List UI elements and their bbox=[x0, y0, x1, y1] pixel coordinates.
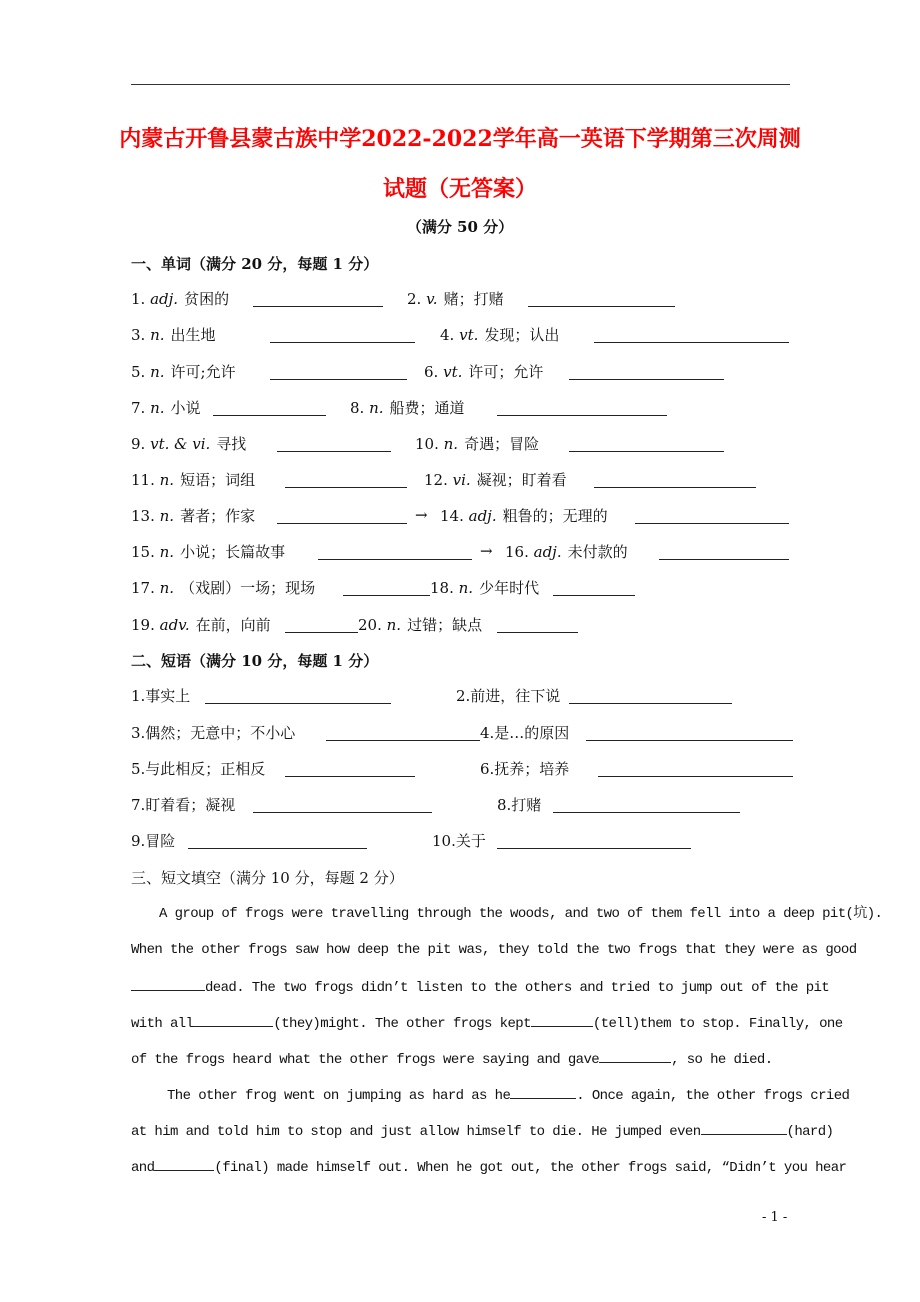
part-of-speech: vt. & vi. bbox=[150, 435, 211, 453]
passage-text: When the other frogs saw how deep the pit was, they told the two frogs that they were as good bbox=[131, 942, 857, 958]
answer-blank[interactable] bbox=[318, 559, 472, 560]
item-number: 3. bbox=[131, 326, 151, 344]
vocab-item bbox=[131, 615, 271, 635]
item-number: 8. bbox=[350, 399, 370, 417]
vocab-item bbox=[131, 362, 236, 382]
passage-line bbox=[131, 1156, 847, 1192]
passage-text: . Once again, the other frogs cried bbox=[576, 1088, 850, 1104]
answer-blank[interactable] bbox=[213, 415, 326, 416]
answer-blank[interactable] bbox=[528, 306, 675, 307]
answer-blank[interactable] bbox=[586, 740, 793, 741]
section3-heading: 三、短文填空（满分 10 分，每题 2 分） bbox=[131, 869, 404, 887]
item-number: 15. bbox=[131, 543, 160, 561]
page-number: - 1 - bbox=[762, 1210, 788, 1225]
passage bbox=[131, 904, 883, 1192]
answer-blank[interactable] bbox=[701, 1120, 787, 1135]
vocab-item bbox=[424, 362, 543, 382]
chinese-meaning: （戏剧）一场；现场 bbox=[180, 579, 316, 597]
chinese-meaning: 短语；词组 bbox=[180, 471, 256, 489]
item-number: 10. bbox=[415, 435, 444, 453]
passage-text: (they)might. The other frogs kept bbox=[273, 1016, 531, 1032]
vocab-item bbox=[131, 289, 229, 309]
vocab-item bbox=[440, 506, 608, 526]
phrase-item: 9.冒险 bbox=[131, 832, 176, 850]
passage-text: of the frogs heard what the other frogs were saying and gave bbox=[131, 1052, 600, 1068]
passage-text: with all bbox=[131, 1016, 194, 1032]
vocab-item bbox=[131, 470, 255, 490]
passage-line bbox=[131, 1012, 843, 1048]
answer-blank[interactable] bbox=[553, 812, 740, 813]
vocab-item bbox=[350, 398, 465, 418]
phrase-item: 1.事实上 bbox=[131, 687, 191, 705]
arrow-icon: → bbox=[480, 542, 493, 560]
passage-text: (final) made himself out. When he got out, the other frogs said, “Didn’t you hear bbox=[214, 1160, 847, 1176]
answer-blank[interactable] bbox=[659, 559, 789, 560]
vocab-item bbox=[430, 578, 539, 598]
passage-text: (tell)them to stop. Finally, one bbox=[592, 1016, 843, 1032]
answer-blank[interactable] bbox=[569, 703, 732, 704]
answer-blank[interactable] bbox=[594, 342, 789, 343]
part-of-speech: vt. bbox=[443, 363, 463, 381]
passage-line bbox=[131, 940, 857, 976]
passage-text: dead. The two frogs didn’t listen to the others and tried to jump out of the pit bbox=[205, 980, 830, 996]
part-of-speech: n. bbox=[150, 363, 165, 381]
part-of-speech: n. bbox=[159, 507, 175, 525]
chinese-meaning: 过错；缺点 bbox=[407, 616, 483, 634]
passage-text: The other frog went on jumping as hard as he bbox=[167, 1088, 511, 1104]
item-number: 4. bbox=[440, 326, 460, 344]
phrase-item: 7.盯着看；凝视 bbox=[131, 796, 236, 814]
part-of-speech: adj. bbox=[468, 507, 497, 525]
chinese-meaning: 发现；认出 bbox=[484, 326, 560, 344]
part-of-speech: n. bbox=[386, 616, 402, 634]
answer-blank[interactable] bbox=[154, 1156, 214, 1171]
vocab-item bbox=[131, 542, 285, 562]
phrase-item: 2.前进，往下说 bbox=[456, 687, 561, 705]
item-number: 20. bbox=[358, 616, 387, 634]
part-of-speech: adv. bbox=[159, 616, 190, 634]
answer-blank[interactable] bbox=[285, 632, 358, 633]
chinese-meaning: 奇遇；冒险 bbox=[464, 435, 540, 453]
part-of-speech: adj. bbox=[533, 543, 562, 561]
item-number: 7. bbox=[131, 399, 151, 417]
part-of-speech: n. bbox=[159, 579, 175, 597]
answer-blank[interactable] bbox=[553, 595, 635, 596]
item-number: 5. bbox=[131, 363, 151, 381]
answer-blank[interactable] bbox=[497, 848, 691, 849]
answer-blank[interactable] bbox=[285, 776, 415, 777]
item-number: 2. bbox=[407, 290, 427, 308]
vocab-item bbox=[358, 615, 482, 635]
phrase-item: 4.是…的原因 bbox=[480, 724, 570, 742]
item-number: 12. bbox=[424, 471, 453, 489]
chinese-meaning: 未付款的 bbox=[567, 543, 628, 561]
answer-blank[interactable] bbox=[193, 1012, 273, 1027]
answer-blank[interactable] bbox=[598, 776, 793, 777]
phrase-item: 3.偶然；无意中；不小心 bbox=[131, 724, 296, 742]
chinese-meaning: 许可；允许 bbox=[468, 363, 544, 381]
answer-blank[interactable] bbox=[497, 632, 578, 633]
answer-blank[interactable] bbox=[326, 740, 480, 741]
vocab-item bbox=[415, 434, 539, 454]
item-number: 9. bbox=[131, 435, 151, 453]
part-of-speech: n. bbox=[458, 579, 474, 597]
phrase-item: 6.抚养；培养 bbox=[480, 760, 570, 778]
answer-blank[interactable] bbox=[253, 306, 383, 307]
passage-text: and bbox=[131, 1160, 155, 1176]
vocab-item bbox=[505, 542, 628, 562]
title-line-1: 内蒙古开鲁县蒙古族中学2022-2022学年高一英语下学期第三次周测 bbox=[119, 126, 801, 152]
answer-blank[interactable] bbox=[569, 451, 724, 452]
item-number: 6. bbox=[424, 363, 444, 381]
chinese-meaning: 贫困的 bbox=[184, 290, 230, 308]
part-of-speech: v. bbox=[426, 290, 438, 308]
answer-blank[interactable] bbox=[285, 487, 407, 488]
part-of-speech: n. bbox=[159, 471, 175, 489]
chinese-meaning: 在前，向前 bbox=[195, 616, 271, 634]
item-number: 14. bbox=[440, 507, 469, 525]
answer-blank[interactable] bbox=[531, 1012, 593, 1027]
full-score: （满分 50 分） bbox=[406, 218, 514, 236]
answer-blank[interactable] bbox=[205, 703, 391, 704]
part-of-speech: adj. bbox=[150, 290, 179, 308]
chinese-meaning: 赌；打赌 bbox=[443, 290, 504, 308]
answer-blank[interactable] bbox=[277, 451, 391, 452]
passage-line bbox=[131, 976, 830, 1012]
answer-blank[interactable] bbox=[188, 848, 367, 849]
answer-blank[interactable] bbox=[594, 487, 756, 488]
item-number: 19. bbox=[131, 616, 160, 634]
answer-blank[interactable] bbox=[599, 1048, 671, 1063]
passage-text: A group of frogs were travelling through the woods, and two of them fell into a deep pit(坑). bbox=[159, 906, 883, 922]
passage-text: at him and told him to stop and just allow himself to die. He jumped even bbox=[131, 1124, 701, 1140]
section1-heading: 一、单词（满分 20 分，每题 1 分） bbox=[131, 255, 379, 273]
chinese-meaning: 著者；作家 bbox=[180, 507, 256, 525]
item-number: 16. bbox=[505, 543, 534, 561]
passage-line bbox=[131, 1084, 850, 1120]
answer-blank[interactable] bbox=[497, 415, 667, 416]
answer-blank[interactable] bbox=[277, 523, 407, 524]
answer-blank[interactable] bbox=[270, 342, 415, 343]
part-of-speech: n. bbox=[443, 435, 459, 453]
chinese-meaning: 小说 bbox=[170, 399, 201, 417]
part-of-speech: vi. bbox=[452, 471, 471, 489]
arrow-icon: → bbox=[415, 506, 428, 524]
part-of-speech: vt. bbox=[459, 326, 479, 344]
vocab-item bbox=[131, 398, 201, 418]
vocab-item bbox=[131, 325, 216, 345]
chinese-meaning: 粗鲁的；无理的 bbox=[502, 507, 608, 525]
chinese-meaning: 凝视；盯着看 bbox=[476, 471, 567, 489]
chinese-meaning: 小说；长篇故事 bbox=[180, 543, 286, 561]
vocab-item bbox=[407, 289, 504, 309]
item-number: 13. bbox=[131, 507, 160, 525]
phrase-item: 10.关于 bbox=[432, 832, 486, 850]
answer-blank[interactable] bbox=[343, 595, 430, 596]
part-of-speech: n. bbox=[369, 399, 384, 417]
chinese-meaning: 船费；通道 bbox=[389, 399, 465, 417]
answer-blank[interactable] bbox=[635, 523, 789, 524]
part-of-speech: n. bbox=[150, 399, 165, 417]
item-number: 18. bbox=[430, 579, 459, 597]
passage-text: (hard) bbox=[786, 1124, 834, 1140]
phrase-item: 8.打赌 bbox=[497, 796, 542, 814]
section2-heading: 二、短语（满分 10 分，每题 1 分） bbox=[131, 652, 379, 670]
answer-blank[interactable] bbox=[270, 379, 407, 380]
vocab-item bbox=[131, 434, 246, 454]
item-number: 11. bbox=[131, 471, 160, 489]
chinese-meaning: 寻找 bbox=[216, 435, 247, 453]
chinese-meaning: 许可;允许 bbox=[170, 363, 236, 381]
vocab-item bbox=[424, 470, 567, 490]
item-number: 1. bbox=[131, 290, 151, 308]
chinese-meaning: 少年时代 bbox=[479, 579, 540, 597]
header-rule bbox=[131, 84, 790, 85]
passage-line bbox=[131, 1120, 834, 1156]
vocab-item bbox=[440, 325, 559, 345]
title-line-2: 试题（无答案） bbox=[382, 176, 537, 202]
chinese-meaning: 出生地 bbox=[170, 326, 216, 344]
vocab-item bbox=[131, 506, 255, 526]
passage-text: , so he died. bbox=[671, 1052, 773, 1068]
answer-blank[interactable] bbox=[569, 379, 724, 380]
answer-blank[interactable] bbox=[253, 812, 432, 813]
passage-line bbox=[131, 1048, 789, 1084]
part-of-speech: n. bbox=[150, 326, 165, 344]
phrase-item: 5.与此相反；正相反 bbox=[131, 760, 266, 778]
answer-blank[interactable] bbox=[510, 1084, 576, 1099]
passage-line bbox=[131, 904, 883, 940]
item-number: 17. bbox=[131, 579, 160, 597]
answer-blank[interactable] bbox=[131, 976, 205, 991]
part-of-speech: n. bbox=[159, 543, 175, 561]
vocab-item bbox=[131, 578, 315, 598]
